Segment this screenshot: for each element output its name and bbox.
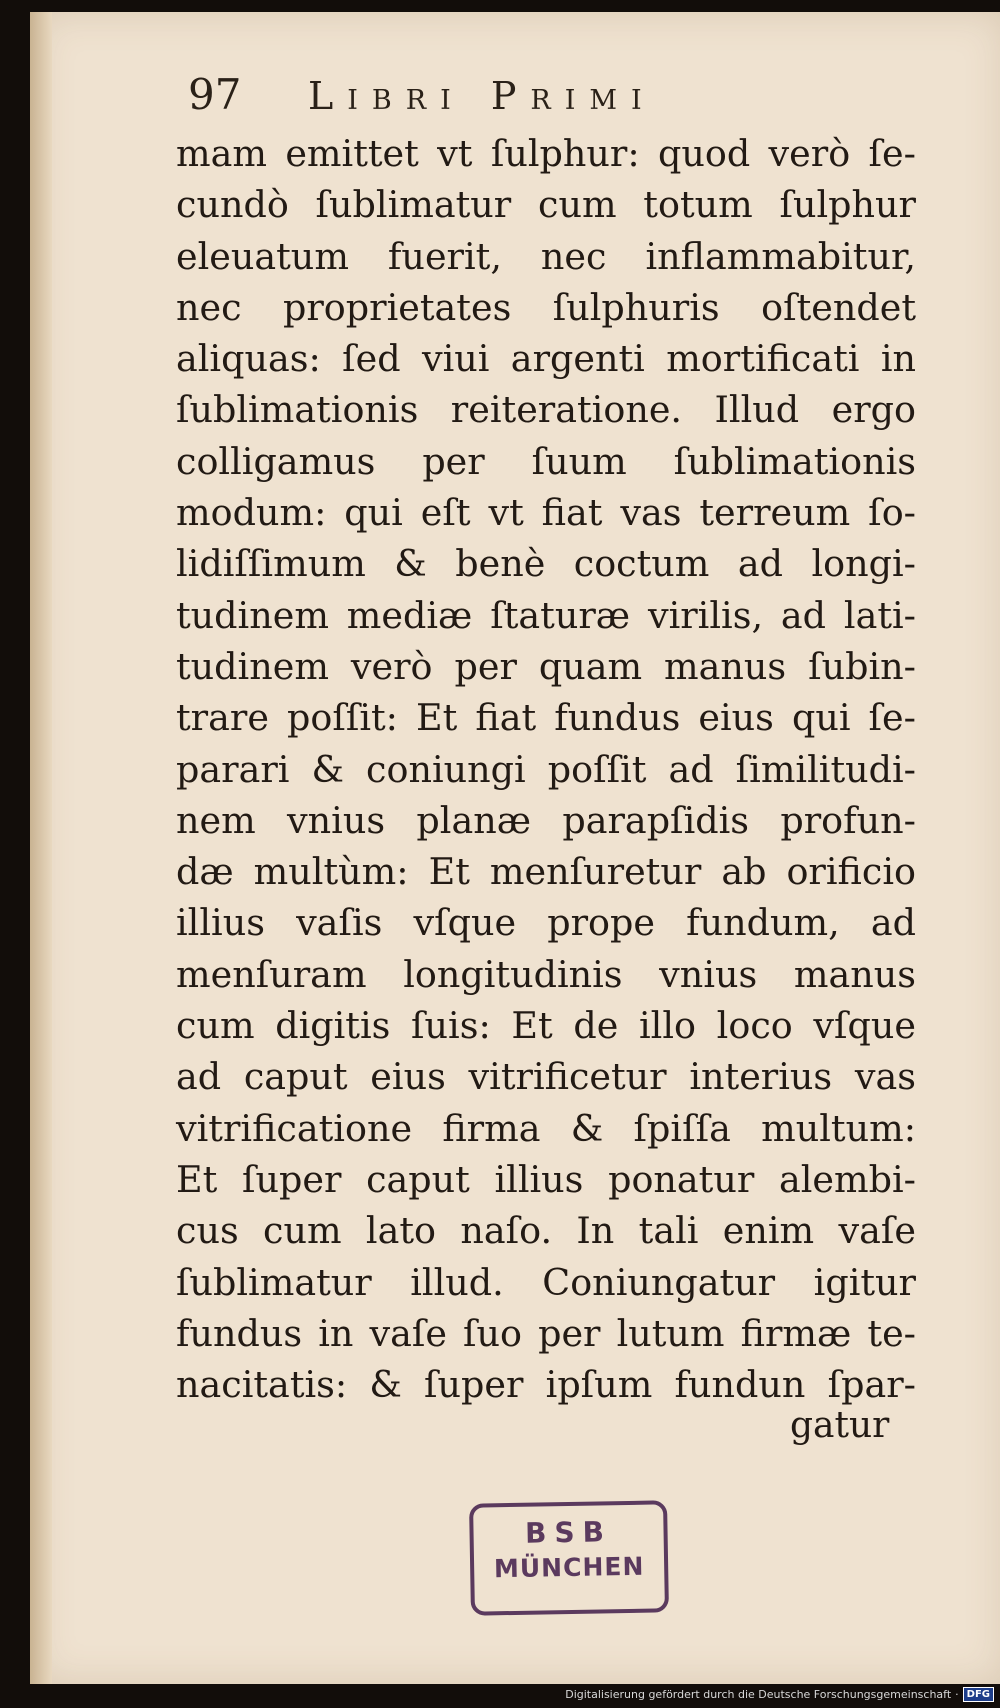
text-line: eleuatum fuerit, nec inflammabitur,: [176, 234, 916, 278]
running-head: Libri Primi: [308, 74, 656, 118]
digitization-footer: Digitalisierung gefördert durch die Deutsche Forschungsgemeinschaft · DFG: [565, 1686, 994, 1702]
text-line: ſublimatur illud. Coniungatur igitur: [176, 1260, 916, 1304]
text-line: cundò ſublimatur cum totum ſulphur: [176, 183, 916, 227]
library-stamp: [469, 1500, 669, 1615]
page-gutter-edge: [30, 12, 52, 1684]
text-line: menſuram longitudinis vnius manus: [176, 952, 916, 996]
text-line: mam emittet vt ſulphur: quod verò ſe-: [176, 132, 916, 175]
text-line: dæ multùm: Et menſuretur ab orificio: [176, 850, 916, 894]
text-line: vitrificatione firma & ſpiſſa multum:: [176, 1106, 916, 1150]
page-header: [188, 70, 808, 130]
text-line: Et ſuper caput illius ponatur alembi-: [176, 1157, 916, 1201]
page-number: 97: [188, 70, 242, 119]
stamp-top-text: BSB: [524, 1515, 613, 1550]
text-line: ſublimationis reiteratione. Illud ergo: [176, 388, 916, 432]
text-line: nem vnius planæ parapſidis profun-: [176, 798, 916, 842]
text-line: lidiſſimum & benè coctum ad longi-: [176, 542, 916, 586]
dfg-logo-icon: DFG: [963, 1687, 994, 1702]
footer-credit: Digitalisierung gefördert durch die Deutsche Forschungsgemeinschaft: [565, 1687, 952, 1701]
text-line: nacitatis: & ſuper ipſum fundun ſpar-: [176, 1363, 916, 1407]
text-line: trare poſſit: Et fiat fundus eius qui ſe-: [176, 696, 916, 740]
stamp-bottom-text: MÜNCHEN: [493, 1551, 645, 1584]
text-line: fundus in vaſe ſuo per lutum firmæ te-: [176, 1311, 916, 1355]
text-line: parari & coniungi poſſit ad ſimilitudi-: [176, 747, 916, 791]
text-line: aliquas: ſed viui argenti mortificati in: [176, 337, 916, 381]
text-line: ad caput eius vitrificetur interius vas: [176, 1055, 916, 1099]
text-line: nec proprietates ſulphuris oſtendet: [176, 285, 916, 329]
text-line: modum: qui eſt vt fiat vas terreum ſo-: [176, 491, 916, 535]
text-line: tudinem verò per quam manus ſubin-: [176, 644, 916, 688]
text-line: tudinem mediæ ſtaturæ virilis, ad lati-: [176, 593, 916, 637]
catchword: gatur: [790, 1405, 890, 1446]
text-line: colligamus per ſuum ſublimationis: [176, 439, 916, 483]
body-text: [176, 128, 916, 1410]
text-line: cus cum lato naſo. In tali enim vaſe: [176, 1209, 916, 1253]
text-line: illius vaſis vſque prope fundum, ad: [176, 901, 916, 945]
text-line: cum digitis ſuis: Et de illo loco vſque: [176, 1004, 916, 1048]
